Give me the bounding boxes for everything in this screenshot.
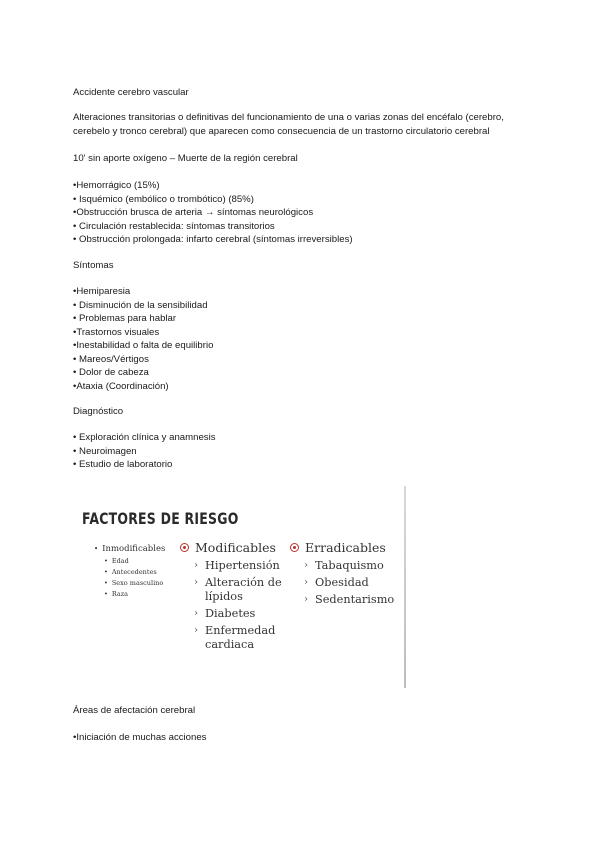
list-item: • Raza [104, 589, 165, 600]
diagnosis-heading: Diagnóstico [73, 406, 124, 417]
list-item: › Sedentarismo [304, 593, 395, 606]
list-item: › Diabetes [194, 607, 256, 620]
chevron-right-icon: › [194, 608, 198, 619]
list-item: › Enfermedad cardiaca [194, 624, 276, 651]
document-title: Accidente cerebro vascular [73, 87, 189, 98]
target-bullet-icon [180, 543, 189, 552]
list-item: • Neuroimagen [73, 445, 137, 457]
modifiable-column [180, 540, 290, 655]
chevron-right-icon: › [304, 560, 308, 571]
chevron-right-icon: › [194, 577, 198, 588]
chevron-right-icon: › [194, 625, 198, 636]
slide-title: FACTORES DE RIESGO [82, 509, 239, 528]
list-item: • Edad [104, 556, 165, 567]
slide-edge [404, 486, 406, 688]
list-item: • Estudio de laboratorio [73, 459, 173, 470]
oxygen-note: 10' sin aporte oxígeno – Muerte de la región cerebral [73, 153, 298, 164]
list-item: • Dolor de cabeza [73, 367, 149, 378]
list-item: •Hemorrágico (15%) [73, 180, 160, 191]
types-list [73, 179, 353, 247]
list-item: • Sexo masculino [104, 578, 165, 589]
areas-list [73, 731, 206, 745]
definition-paragraph: Alteraciones transitorias o definitivas del funcionamiento de una o varias zonas del encéfalo (cerebro, cerebelo y tronco cerebral) que aparecen como consecuencia de un trastorno circulatorio cerebral [73, 112, 504, 137]
chevron-right-icon: › [194, 560, 198, 571]
list-item: •Ataxia (Coordinación) [73, 380, 169, 392]
list-item: • Circulación restablecida: síntomas transitorios [73, 220, 275, 232]
list-item: •Inestabilidad o falta de equilibrio [73, 340, 214, 351]
list-item: •Obstrucción brusca de arteria → síntomas neurológicos [73, 207, 314, 218]
non-modifiable-column [94, 544, 165, 600]
list-item: › Tabaquismo [304, 559, 384, 572]
chevron-right-icon: › [304, 594, 308, 605]
eradicable-heading: Erradicables [305, 540, 386, 555]
list-item: • Obstrucción prolongada: infarto cerebral (síntomas irreversibles) [73, 234, 353, 245]
non-modifiable-heading: • Inmodificables [94, 544, 165, 554]
diagnosis-list [73, 431, 216, 472]
list-item: • Problemas para hablar [73, 313, 177, 324]
list-item: • Disminución de la sensibilidad [73, 299, 208, 311]
risk-factors-slide-image [74, 486, 406, 688]
list-item: •Hemiparesia [73, 286, 131, 297]
chevron-right-icon: › [304, 577, 308, 588]
list-item: •Trastornos visuales [73, 326, 160, 338]
symptoms-list [73, 285, 213, 393]
symptoms-heading: Síntomas [73, 260, 114, 271]
list-item: • Mareos/Vértigos [73, 353, 149, 365]
list-item: › Obesidad [304, 576, 369, 589]
eradicable-column [290, 540, 400, 610]
list-item: • Exploración clínica y anamnesis [73, 432, 216, 443]
target-bullet-icon [290, 543, 299, 552]
list-item: › Hipertensión [194, 559, 280, 572]
list-item: • Isquémico (embólico o trombótico) (85%) [73, 193, 254, 205]
areas-heading: Áreas de afectación cerebral [73, 705, 196, 716]
list-item: › Alteración de lípidos [194, 576, 282, 603]
list-item: •Iniciación de muchas acciones [73, 732, 207, 743]
modifiable-heading: Modificables [195, 540, 276, 555]
list-item: • Antecedentes [104, 567, 165, 578]
